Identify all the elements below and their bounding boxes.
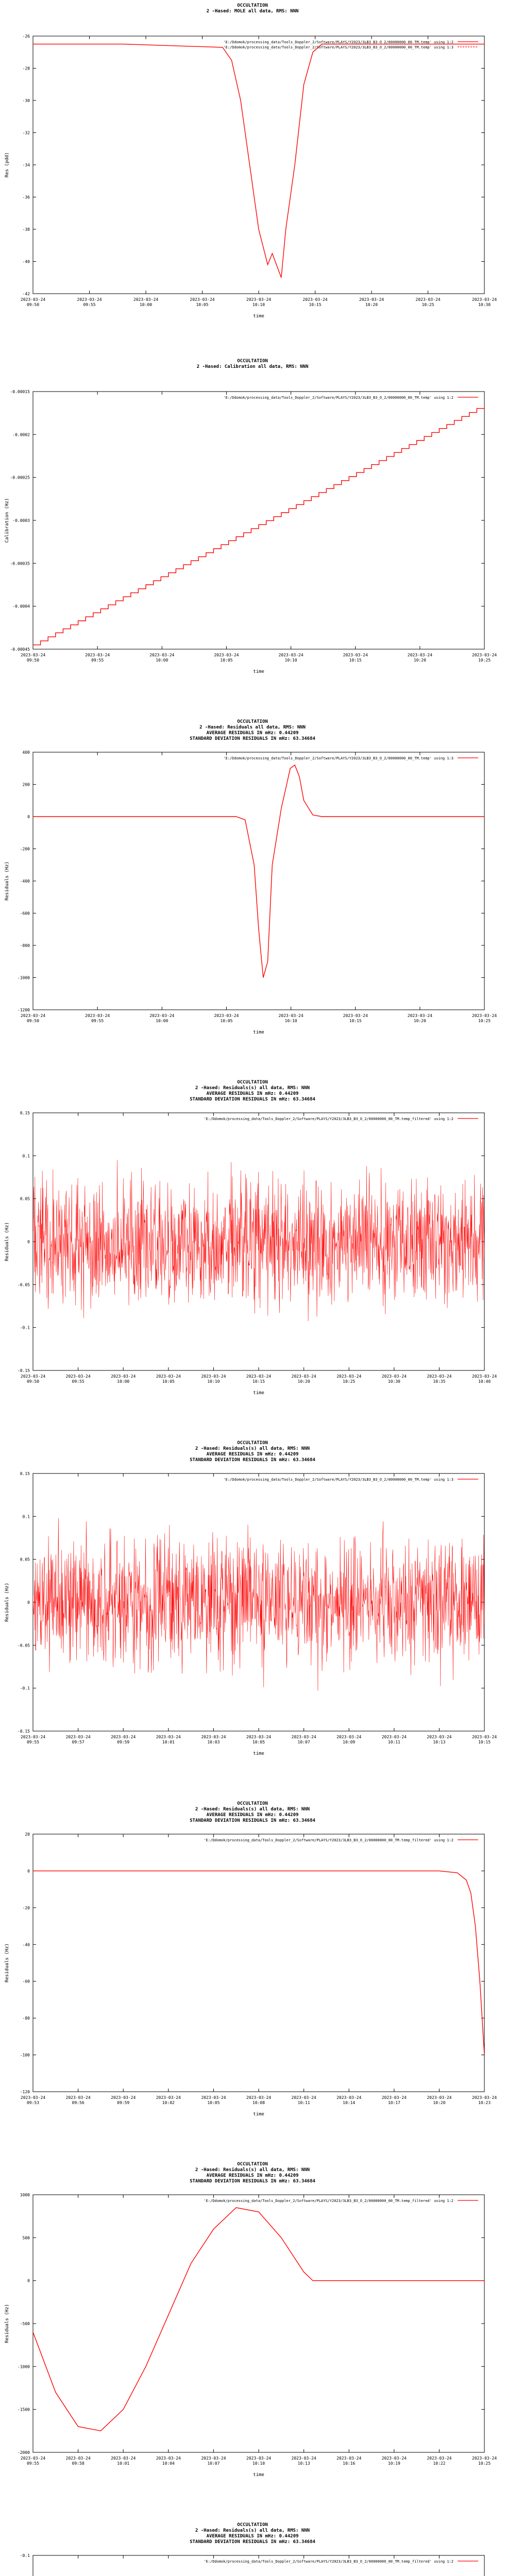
x-tick-label: 10:25	[478, 658, 491, 663]
x-tick-label: 2023-03-24	[246, 2095, 272, 2100]
series-line	[33, 2208, 484, 2431]
x-tick-label: 2023-03-24	[20, 297, 46, 302]
y-tick-label: -600	[20, 911, 30, 916]
x-tick-label: 2023-03-24	[278, 653, 304, 657]
x-tick-label: 2023-03-24	[336, 2456, 362, 2461]
chart-title-line: 2 -Hased: Residuals(s) all data, RMS: NNN	[195, 2528, 310, 2533]
x-tick-label: 10:00	[156, 1019, 169, 1023]
x-tick-label: 10:08	[252, 2100, 265, 2105]
x-tick-label: 09:55	[26, 1740, 40, 1744]
chart-title-line: OCCULTATION	[237, 719, 268, 724]
y-tick-label: 0	[27, 1869, 30, 1874]
x-tick-label: 10:02	[162, 2100, 175, 2105]
chart-title-line: AVERAGE RESIDUALS IN mHz: 0.44209	[206, 731, 299, 736]
x-tick-label: 10:15	[309, 302, 322, 307]
y-tick-label: -400	[20, 879, 30, 884]
chart-svg	[0, 1077, 505, 1427]
x-tick-label: 10:14	[343, 2100, 356, 2105]
x-tick-label: 10:35	[433, 1379, 446, 1384]
legend-entry: 'E:/Ddomok/processing_data/Tools_Doppler_2/Software/PLAYS/Y2023/3LB3_B3_O_2/00000000_00_TM.temp' using 1:3	[223, 45, 453, 49]
x-tick-label: 09:56	[72, 2100, 85, 2105]
x-tick-label: 09:50	[26, 1019, 40, 1023]
x-tick-label: 2023-03-24	[20, 1735, 46, 1739]
x-tick-label: 2023-03-24	[407, 653, 432, 657]
x-tick-label: 2023-03-24	[381, 2095, 407, 2100]
chart-title-line: OCCULTATION	[237, 3, 268, 8]
chart-3	[0, 716, 505, 1066]
x-tick-label: 10:10	[207, 1379, 220, 1384]
chart-title-line: 2 -Hased: MOLE all data, RMS: NNN	[206, 9, 299, 14]
x-tick-label: 2023-03-24	[201, 2095, 226, 2100]
y-tick-label: -26	[22, 34, 30, 39]
x-tick-label: 10:10	[252, 302, 265, 307]
x-tick-label: 10:13	[297, 2461, 310, 2466]
y-tick-label: 200	[22, 782, 30, 787]
chart-title-line: STANDARD DEVIATION RESIDUALS IN mHz: 63.34684	[190, 1458, 315, 1463]
legend-entry: 'E:/Ddomok/processing_data/Tools_Doppler_2/Software/PLAYS/Y2023/3LB3_B3_O_2/00000000_00_TM.temp_filtered' using 1:2	[204, 1117, 453, 1121]
chart-title-line: OCCULTATION	[237, 1801, 268, 1806]
y-tick-label: -800	[20, 943, 30, 948]
chart-title-line: STANDARD DEVIATION RESIDUALS IN mHz: 63.34684	[190, 736, 315, 741]
y-tick-label: -34	[22, 163, 30, 167]
y-tick-label: 0	[27, 815, 30, 819]
x-tick-label: 2023-03-24	[20, 2456, 46, 2461]
y-tick-label: -0.00045	[10, 647, 30, 652]
chart-title-line: AVERAGE RESIDUALS IN mHz: 0.44209	[206, 2534, 299, 2539]
x-tick-label: 2023-03-24	[291, 2095, 316, 2100]
x-tick-label: 2023-03-24	[381, 2456, 407, 2461]
x-tick-label: 2023-03-24	[85, 653, 110, 657]
x-tick-label: 09:50	[26, 302, 40, 307]
x-tick-label: 10:20	[413, 658, 426, 663]
chart-title-line: AVERAGE RESIDUALS IN mHz: 0.44209	[206, 1452, 299, 1457]
x-tick-label: 2023-03-24	[336, 1735, 362, 1739]
x-tick-label: 10:11	[297, 2100, 310, 2105]
x-tick-label: 10:15	[252, 1379, 265, 1384]
chart-title-line: AVERAGE RESIDUALS IN mHz: 0.44209	[206, 2173, 299, 2178]
x-axis-label: time	[253, 1030, 264, 1035]
x-tick-label: 2023-03-24	[427, 1735, 452, 1739]
x-tick-label: 2023-03-24	[111, 1735, 136, 1739]
plot-frame	[33, 752, 484, 1010]
x-tick-label: 10:20	[413, 1019, 426, 1023]
x-tick-label: 10:00	[156, 658, 169, 663]
x-tick-label: 10:20	[365, 302, 378, 307]
y-tick-label: 0	[27, 1240, 30, 1244]
y-tick-label: -32	[22, 130, 30, 135]
x-tick-label: 10:15	[478, 1740, 491, 1744]
y-tick-label: -0.1	[20, 2553, 30, 2558]
series-line	[33, 1518, 484, 1691]
x-tick-label: 2023-03-24	[291, 2456, 316, 2461]
legend-entry: 'E:/Ddomok/processing_data/Tools_Doppler_2/Software/PLAYS/Y2023/3LB3_B3_O_2/00000000_00_TM.temp' using 1:2	[223, 396, 453, 400]
x-tick-label: 10:05	[252, 1740, 265, 1744]
x-tick-label: 09:50	[26, 658, 40, 663]
chart-title-line: 2 -Hased: Residuals all data, RMS: NNN	[199, 725, 306, 730]
y-tick-label: 20	[25, 1832, 30, 1837]
x-tick-label: 2023-03-24	[20, 2095, 46, 2100]
y-tick-label: -0.00035	[10, 561, 30, 566]
x-tick-label: 2023-03-24	[343, 1013, 368, 1018]
y-tick-label: -0.0002	[12, 432, 30, 437]
y-tick-label: -40	[22, 1942, 30, 1947]
chart-title-line: 2 -Hased: Residuals(s) all data, RMS: NNN	[195, 1086, 310, 1091]
x-tick-label: 10:10	[284, 1019, 297, 1023]
x-tick-label: 10:25	[343, 1379, 356, 1384]
x-axis-label: time	[253, 314, 264, 319]
chart-title-line: STANDARD DEVIATION RESIDUALS IN mHz: 63.34684	[190, 2539, 315, 2545]
chart-2	[0, 355, 505, 706]
chart-4	[0, 1077, 505, 1427]
y-axis-label: Residuals (Hz)	[5, 861, 10, 901]
y-tick-label: -30	[22, 98, 30, 103]
y-tick-label: -1000	[17, 2364, 30, 2369]
chart-svg	[0, 355, 505, 706]
x-tick-label: 10:23	[478, 2100, 491, 2105]
x-tick-label: 2023-03-24	[156, 1374, 181, 1379]
x-tick-label: 2023-03-24	[65, 2456, 91, 2461]
y-tick-label: -0.0003	[12, 518, 30, 523]
chart-title-line: STANDARD DEVIATION RESIDUALS IN mHz: 63.34684	[190, 1818, 315, 1823]
chart-7	[0, 2159, 505, 2509]
x-tick-label: 2023-03-24	[291, 1374, 316, 1379]
y-tick-label: -0.00015	[10, 389, 30, 394]
series-line	[33, 404, 484, 645]
x-tick-label: 10:20	[433, 2100, 446, 2105]
x-tick-label: 2023-03-24	[133, 297, 159, 302]
y-tick-label: -0.05	[17, 1282, 30, 1287]
x-tick-label: 09:50	[26, 1379, 40, 1384]
chart-title-line: 2 -Hased: Calibration all data, RMS: NNN	[196, 364, 309, 369]
x-tick-label: 10:00	[139, 302, 153, 307]
y-axis-label: Residuals (Hz)	[5, 1222, 10, 1261]
y-tick-label: -20	[22, 1905, 30, 1910]
chart-svg	[0, 716, 505, 1066]
x-tick-label: 10:22	[433, 2461, 446, 2466]
x-axis-label: time	[253, 2472, 264, 2478]
x-tick-label: 09:55	[72, 1379, 85, 1384]
y-tick-label: -80	[22, 2016, 30, 2021]
x-tick-label: 2023-03-24	[85, 1013, 110, 1018]
plot-frame	[33, 36, 484, 294]
x-tick-label: 2023-03-24	[156, 2095, 181, 2100]
legend-entry: 'E:/Ddomok/processing_data/Tools_Doppler_2/Software/PLAYS/Y2023/3LB3_B3_O_2/00000000_00_TM.temp_filtered' using 1:2	[204, 2199, 453, 2203]
y-tick-label: -1200	[17, 1008, 30, 1012]
chart-title-line: OCCULTATION	[237, 2162, 268, 2167]
series-line	[33, 765, 484, 978]
x-tick-label: 2023-03-24	[407, 1013, 432, 1018]
x-tick-label: 2023-03-24	[343, 653, 368, 657]
x-tick-label: 2023-03-24	[359, 297, 384, 302]
x-tick-label: 2023-03-24	[20, 653, 46, 657]
chart-title-line: OCCULTATION	[237, 1440, 268, 1446]
x-tick-label: 2023-03-24	[111, 2095, 136, 2100]
chart-title-line: AVERAGE RESIDUALS IN mHz: 0.44209	[206, 1091, 299, 1096]
x-tick-label: 2023-03-24	[246, 297, 272, 302]
y-tick-label: -0.0004	[12, 604, 30, 609]
x-tick-label: 2023-03-24	[65, 2095, 91, 2100]
x-tick-label: 2023-03-24	[336, 2095, 362, 2100]
y-tick-label: -100	[20, 2053, 30, 2058]
x-tick-label: 09:57	[72, 1740, 85, 1744]
x-tick-label: 10:03	[207, 1740, 220, 1744]
y-tick-label: 0.15	[20, 1471, 30, 1476]
y-tick-label: 0.1	[22, 1154, 30, 1159]
chart-title-line: OCCULTATION	[237, 2522, 268, 2528]
chart-title-line: 2 -Hased: Residuals(s) all data, RMS: NNN	[195, 1446, 310, 1451]
chart-5	[0, 1437, 505, 1788]
x-tick-label: 10:30	[388, 1379, 400, 1384]
x-tick-label: 2023-03-24	[381, 1735, 407, 1739]
y-tick-label: -42	[22, 292, 30, 296]
legend-entry: 'E:/Ddomok/processing_data/Tools_Doppler_2/Software/PLAYS/Y2023/3LB3_B3_O_2/00000000_00_TM.temp' using 1:3	[223, 1478, 453, 1482]
y-axis-label: Calibration (Hz)	[5, 498, 10, 543]
x-tick-label: 10:04	[162, 2461, 175, 2466]
x-tick-label: 2023-03-24	[65, 1374, 91, 1379]
chart-title-line: STANDARD DEVIATION RESIDUALS IN mHz: 63.34684	[190, 1097, 315, 1102]
series-line	[33, 1871, 484, 2055]
x-tick-label: 2023-03-24	[246, 1735, 272, 1739]
y-tick-label: -500	[20, 2321, 30, 2326]
x-tick-label: 10:07	[207, 2461, 220, 2466]
chart-8	[0, 2519, 505, 2576]
x-tick-label: 2023-03-24	[336, 1374, 362, 1379]
x-tick-label: 2023-03-24	[20, 1013, 46, 1018]
y-tick-label: -2000	[17, 2450, 30, 2455]
chart-6	[0, 1798, 505, 2148]
chart-title-line: 2 -Hased: Residuals(s) all data, RMS: NNN	[195, 1807, 310, 1812]
x-tick-label: 10:09	[343, 1740, 356, 1744]
y-axis-label: Residuals (Hz)	[5, 1583, 10, 1622]
y-tick-label: -1000	[17, 975, 30, 980]
y-tick-label: -28	[22, 66, 30, 71]
chart-title-line: 2 -Hased: Residuals(s) all data, RMS: NNN	[195, 2167, 310, 2173]
x-tick-label: 09:55	[91, 1019, 104, 1023]
x-tick-label: 09:59	[117, 1740, 130, 1744]
y-tick-label: 0.05	[20, 1557, 30, 1562]
legend-entry: 'E:/Ddomok/processing_data/Tools_Doppler_2/Software/PLAYS/Y2023/3LB3_B3_O_2/00000000_00_TM.temp_filtered' using 1:2	[204, 2560, 453, 2564]
y-tick-label: -0.15	[17, 1729, 30, 1734]
x-tick-label: 2023-03-24	[156, 2456, 181, 2461]
x-tick-label: 2023-03-24	[149, 1013, 175, 1018]
x-tick-label: 10:17	[388, 2100, 400, 2105]
x-tick-label: 10:25	[478, 1019, 491, 1023]
x-tick-label: 2023-03-24	[201, 1735, 226, 1739]
y-tick-label: -0.1	[20, 1325, 30, 1330]
x-tick-label: 10:05	[220, 658, 233, 663]
x-tick-label: 2023-03-24	[302, 297, 328, 302]
x-tick-label: 2023-03-24	[291, 1735, 316, 1739]
x-tick-label: 2023-03-24	[190, 297, 215, 302]
y-tick-label: -38	[22, 227, 30, 232]
y-tick-label: 500	[22, 2235, 30, 2241]
y-tick-label: -120	[20, 2090, 30, 2094]
x-tick-label: 2023-03-24	[111, 1374, 136, 1379]
chart-title-line: OCCULTATION	[237, 1080, 268, 1085]
y-tick-label: -1500	[17, 2407, 30, 2412]
x-tick-label: 2023-03-24	[201, 1374, 226, 1379]
x-tick-label: 10:11	[388, 1740, 400, 1744]
y-tick-label: 1000	[20, 2193, 30, 2197]
y-tick-label: -0.15	[17, 1368, 30, 1373]
chart-title-line: OCCULTATION	[237, 359, 268, 364]
x-tick-label: 10:15	[349, 658, 362, 663]
y-tick-label: 0.1	[22, 1514, 30, 1519]
x-tick-label: 2023-03-24	[472, 653, 497, 657]
x-tick-label: 2023-03-24	[20, 1374, 46, 1379]
x-tick-label: 2023-03-24	[149, 653, 175, 657]
legend-entry: 'E:/Ddomok/processing_data/Tools_Doppler_2/Software/PLAYS/Y2023/3LB3_B3_O_2/00000000_00_TM.temp' using 1:3	[223, 756, 453, 760]
x-tick-label: 10:40	[478, 1379, 491, 1384]
y-tick-label: 0	[27, 1600, 30, 1605]
x-tick-label: 10:10	[284, 658, 297, 663]
y-axis-label: Residuals (Hz)	[5, 2304, 10, 2343]
series-line	[33, 44, 484, 278]
chart-1	[0, 0, 505, 350]
x-tick-label: 2023-03-24	[472, 297, 497, 302]
x-tick-label: 10:16	[343, 2461, 356, 2466]
x-tick-label: 10:01	[162, 1740, 175, 1744]
x-tick-label: 10:30	[478, 302, 491, 307]
chart-svg	[0, 1798, 505, 2148]
x-tick-label: 2023-03-24	[415, 297, 441, 302]
x-axis-label: time	[253, 2112, 264, 2117]
chart-svg	[0, 0, 505, 350]
x-tick-label: 2023-03-24	[427, 1374, 452, 1379]
plot-frame	[33, 2195, 484, 2452]
x-axis-label: time	[253, 1751, 264, 1756]
series-line	[33, 1160, 484, 1321]
chart-svg	[0, 1437, 505, 1788]
x-tick-label: 10:05	[207, 2100, 220, 2105]
x-tick-label: 2023-03-24	[156, 1735, 181, 1739]
x-axis-label: time	[253, 1391, 264, 1396]
y-tick-label: 0.15	[20, 1111, 30, 1115]
x-tick-label: 2023-03-24	[246, 1374, 272, 1379]
x-axis-label: time	[253, 669, 264, 674]
y-tick-label: 0.05	[20, 1196, 30, 1201]
x-tick-label: 2023-03-24	[77, 297, 102, 302]
y-tick-label: -200	[20, 846, 30, 852]
x-tick-label: 2023-03-24	[214, 1013, 239, 1018]
x-tick-label: 2023-03-24	[427, 2456, 452, 2461]
x-tick-label: 09:55	[83, 302, 96, 307]
y-tick-label: -40	[22, 259, 30, 264]
y-tick-label: 0	[27, 2278, 30, 2283]
y-tick-label: -0.1	[20, 1686, 30, 1691]
y-tick-label: 400	[22, 750, 30, 755]
x-tick-label: 2023-03-24	[472, 2456, 497, 2461]
chart-title-line: AVERAGE RESIDUALS IN mHz: 0.44209	[206, 1812, 299, 1818]
y-tick-label: -0.05	[17, 1643, 30, 1648]
y-axis-label: Residuals (Hz)	[5, 1943, 10, 1982]
x-tick-label: 09:55	[91, 658, 104, 663]
x-tick-label: 10:07	[297, 1740, 310, 1744]
x-tick-label: 10:05	[220, 1019, 233, 1023]
x-tick-label: 10:05	[196, 302, 209, 307]
x-tick-label: 10:13	[433, 1740, 446, 1744]
legend-entry: 'E:/Ddomok/processing_data/Tools_Doppler_2/Software/PLAYS/Y2023/3LB3_B3_O_2/00000000_00_TM.temp' using 1:2	[223, 40, 453, 44]
y-tick-label: -36	[22, 195, 30, 200]
chart-svg	[0, 2159, 505, 2509]
x-tick-label: 2023-03-24	[472, 2095, 497, 2100]
x-tick-label: 09:55	[26, 2461, 40, 2466]
chart-svg	[0, 2519, 505, 2576]
x-tick-label: 09:53	[26, 2100, 40, 2105]
plot-frame	[33, 1834, 484, 2092]
legend-entry: 'E:/Ddomok/processing_data/Tools_Doppler_2/Software/PLAYS/Y2023/3LB3_B3_O_2/00000000_00_TM.temp_filtered' using 1:2	[204, 1838, 453, 1842]
x-tick-label: 10:10	[252, 2461, 265, 2466]
x-tick-label: 10:19	[388, 2461, 400, 2466]
x-tick-label: 10:01	[117, 2461, 130, 2466]
x-tick-label: 2023-03-24	[201, 2456, 226, 2461]
x-tick-label: 10:05	[162, 1379, 175, 1384]
x-tick-label: 2023-03-24	[214, 653, 239, 657]
x-tick-label: 2023-03-24	[111, 2456, 136, 2461]
chart-title-line: STANDARD DEVIATION RESIDUALS IN mHz: 63.34684	[190, 2179, 315, 2184]
x-tick-label: 2023-03-24	[246, 2456, 272, 2461]
x-tick-label: 2023-03-24	[472, 1374, 497, 1379]
x-tick-label: 09:58	[72, 2461, 85, 2466]
x-tick-label: 2023-03-24	[65, 1735, 91, 1739]
y-tick-label: -60	[22, 1979, 30, 1984]
x-tick-label: 2023-03-24	[278, 1013, 304, 1018]
x-tick-label: 2023-03-24	[427, 2095, 452, 2100]
x-tick-label: 10:00	[117, 1379, 130, 1384]
y-axis-label: Res (pdd)	[5, 152, 10, 178]
x-tick-label: 2023-03-24	[472, 1735, 497, 1739]
x-tick-label: 10:15	[349, 1019, 362, 1023]
y-tick-label: -0.00025	[10, 475, 30, 480]
x-tick-label: 10:25	[478, 2461, 491, 2466]
x-tick-label: 10:20	[297, 1379, 310, 1384]
x-tick-label: 2023-03-24	[381, 1374, 407, 1379]
x-tick-label: 10:25	[422, 302, 434, 307]
x-tick-label: 09:59	[117, 2100, 130, 2105]
x-tick-label: 2023-03-24	[472, 1013, 497, 1018]
